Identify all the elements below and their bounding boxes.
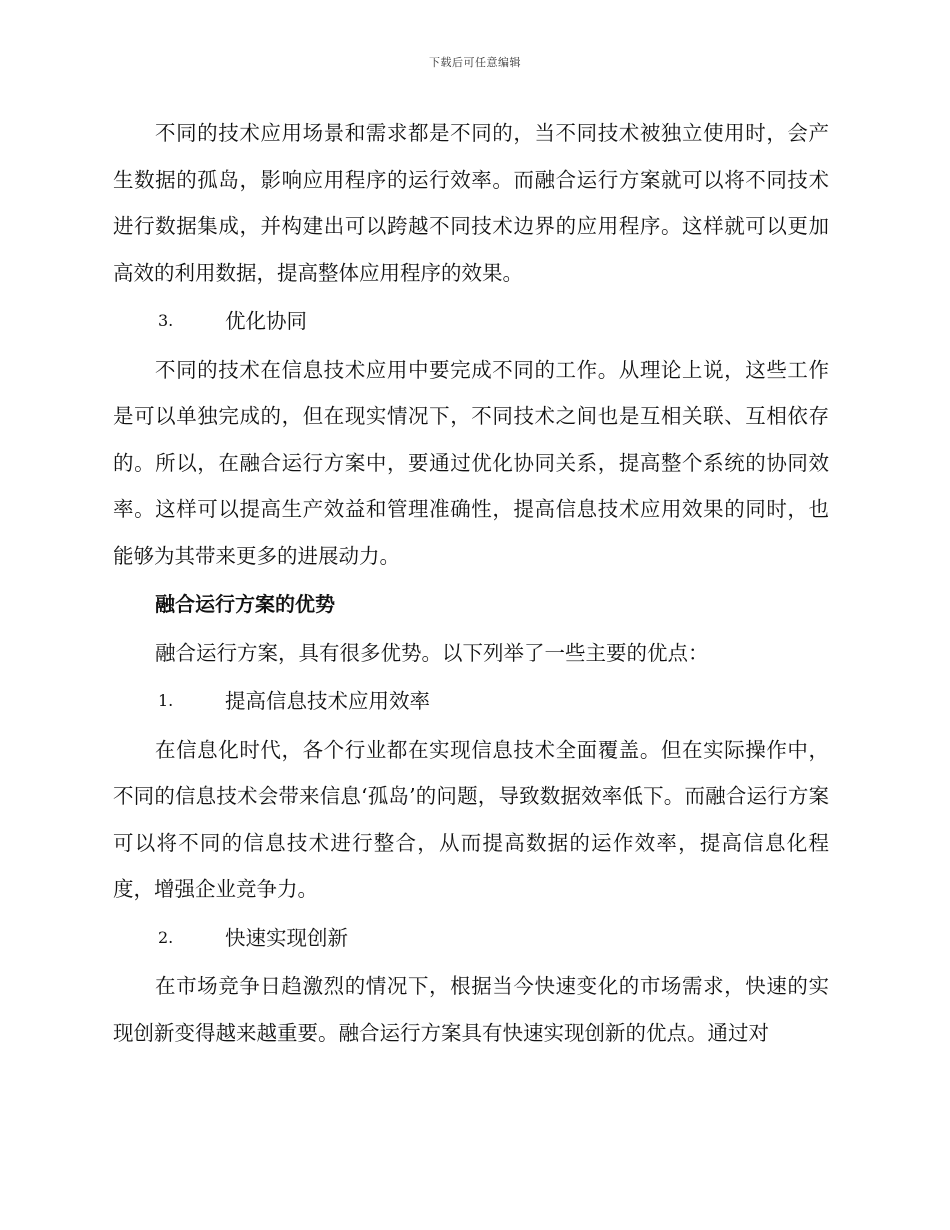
paragraph-efficiency: 在信息化时代，各个行业都在实现信息技术全面覆盖。但在实际操作中，不同的信息技术会带来信息‘孤岛’的问题，导致数据效率低下。而融合运行方案可以将不同的信息技术进行整合，从而提高数据的运作效率，提高信息化程度，增强企业竞争力。 (113, 737, 829, 901)
list-number: 1. (158, 691, 174, 710)
list-number: 2. (158, 927, 174, 947)
list-item-title: 提高信息技术应用效率 (225, 689, 430, 713)
paragraph-innovation: 在市场竞争日趋激烈的情况下，根据当今快速变化的市场需求，快速的实现创新变得越来越重要。融合运行方案具有快速实现创新的优点。通过对 (113, 974, 829, 1045)
paragraph-collaboration: 不同的技术在信息技术应用中要完成不同的工作。从理论上说，这些工作是可以单独完成的，但在现实情况下，不同技术之间也是互相关联、互相依存的。所以，在融合运行方案中，要通过优化协同关系，提高整个系统的协同效率。这样可以提高生产效益和管理准确性，提高信息技术应用效果的同时，也能够为其带来更多的进展动力。 (113, 357, 829, 568)
list-item-innovation (113, 915, 829, 962)
list-item-optimize-collaboration (113, 298, 829, 345)
page-header: 下载后可任意编辑 (429, 56, 521, 69)
list-number: 3. (158, 311, 174, 330)
list-item-title: 优化协同 (225, 309, 307, 333)
paragraph-data-silo: 不同的技术应用场景和需求都是不同的，当不同技术被独立使用时，会产生数据的孤岛，影响应用程序的运行效率。而融合运行方案就可以将不同技术进行数据集成，并构建出可以跨越不同技术边界的应用程序。这样就可以更加高效的利用数据，提高整体应用程序的效果。 (113, 121, 829, 285)
document-body (113, 110, 829, 1058)
list-item-efficiency (113, 678, 829, 725)
paragraph-advantages-intro: 融合运行方案，具有很多优势。以下列举了一些主要的优点： (155, 640, 709, 665)
list-item-title: 快速实现创新 (225, 925, 348, 950)
section-heading: 融合运行方案的优势 (155, 592, 335, 616)
